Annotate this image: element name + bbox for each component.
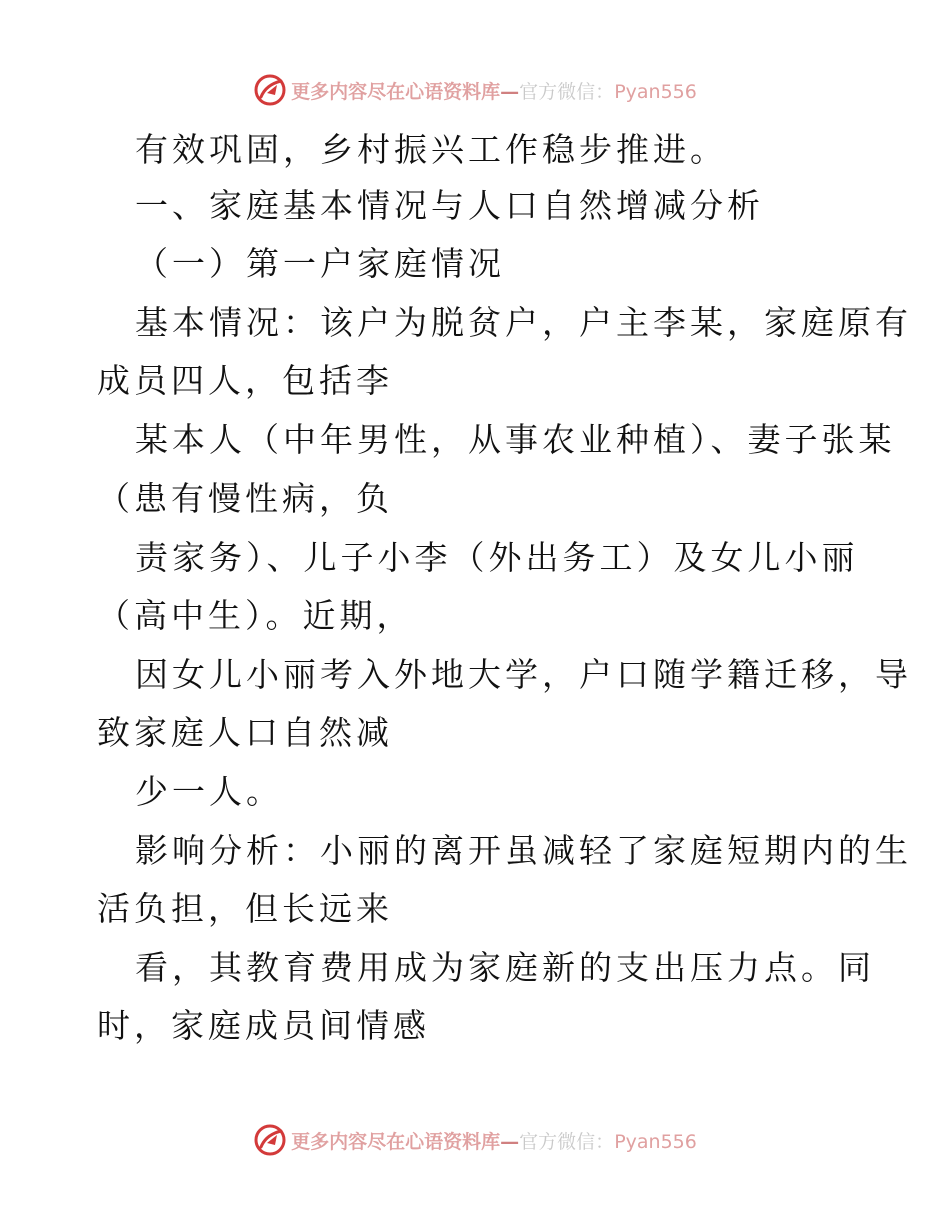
logo-icon	[253, 73, 287, 107]
watermark-main-text: 更多内容尽在心语资料库	[291, 1130, 501, 1153]
text-line-12: 少一人。	[135, 772, 283, 811]
watermark-wechat-id: Pyan556	[614, 80, 697, 103]
text-line-6: 某本人（中年男性，从事农业种植）、妻子张某	[135, 420, 896, 459]
footer-watermark	[0, 1120, 950, 1160]
watermark-dash: —	[500, 1130, 520, 1153]
logo-icon	[253, 1123, 287, 1157]
text-line-16: 时，家庭成员间情感	[97, 1006, 430, 1045]
watermark-main-text: 更多内容尽在心语资料库	[291, 80, 501, 103]
text-line-10: 因女儿小丽考入外地大学，户口随学籍迁移，导	[135, 655, 912, 694]
watermark-wechat-label: 官方微信：	[519, 80, 615, 103]
text-line-14: 活负担，但长远来	[97, 889, 393, 928]
watermark-wechat-label: 官方微信：	[519, 1130, 615, 1153]
text-line-11: 致家庭人口自然减	[97, 713, 393, 752]
text-line-9: （高中生）。近期，	[97, 596, 414, 635]
section-heading: 一、家庭基本情况与人口自然增减分析	[135, 186, 764, 225]
watermark-text	[291, 77, 697, 104]
text-line-15: 看，其教育费用成为家庭新的支出压力点。同	[135, 948, 875, 987]
text-line-5: 成员四人，包括李	[97, 361, 393, 400]
watermark-wechat-id: Pyan556	[614, 1130, 697, 1153]
header-watermark	[0, 70, 950, 110]
text-line-8: 责家务）、儿子小李（外出务工）及女儿小丽	[135, 538, 859, 577]
subsection-heading: （一）第一户家庭情况	[135, 244, 505, 283]
text-line-4: 基本情况：该户为脱贫户，户主李某，家庭原有	[135, 303, 912, 342]
text-line-1: 有效巩固，乡村振兴工作稳步推进。	[135, 130, 727, 169]
watermark-dash: —	[500, 80, 520, 103]
text-line-13: 影响分析：小丽的离开虽减轻了家庭短期内的生	[135, 831, 912, 870]
text-line-7: （患有慢性病，负	[97, 479, 393, 518]
watermark-text	[291, 1127, 697, 1154]
